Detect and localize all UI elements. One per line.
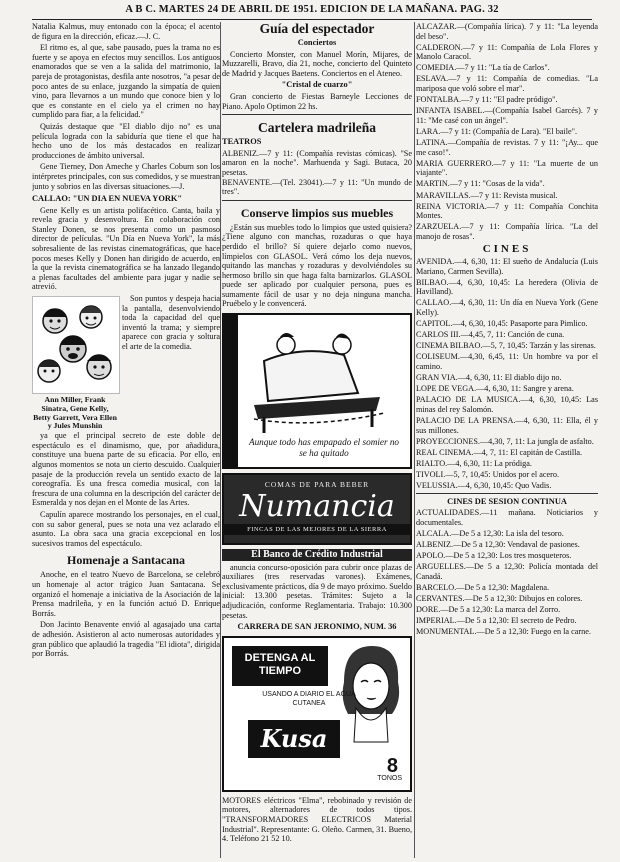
cine-listing: PROYECCIONES.—4,30, 7, 11: La jungla de asfalto. (416, 436, 594, 446)
cine-listing: VELUSSIA.—4, 6,30, 10,45: Quo Vadis. (416, 481, 552, 491)
numancia-top-text: COMAS DE PARA BEBER (264, 480, 370, 490)
continua-listing: ARGUELLES.—De 5 a 12,30: Policía montada del Canadá. (416, 562, 598, 581)
conserve-body: ¿Están sus muebles todo lo limpios que usted quisiera? ¿Tiene alguno con manchas, rozaduras o que haya perdido el brillo? Sí quiere dejarlo como nuevos, límpielos con GLASOL. Verá cómo los deja nuevos, quitando las manchas y rozaduras y devolviéndoles su hermoso brillo sin que haga falta barnizarlos. GLASOL puede ser aplicado por cualquier persona, pues es sumamente fácil de usar y no deja ninguna mancha. Pruébelo y le convencerá. (222, 222, 412, 309)
cine-listing: CINEMA BILBAO.—5, 7, 10,45: Tarzán y las sirenas. (416, 341, 596, 351)
bank-title: El Banco de Crédito Industrial (222, 549, 412, 561)
homenaje-headline: Homenaje a Santacana (67, 553, 185, 568)
cine-listing: LOPE DE VEGA.—4, 6,30, 11: Sangre y arena. (416, 384, 574, 394)
teatro-listing: COMEDIA.—7 y 11: "La tía de Carlos". (416, 63, 550, 73)
cine-listing: CALLAO.—4, 6,30, 11: Un día en Nueva York (Gene Kelly). (416, 298, 598, 318)
header-rule (32, 19, 592, 20)
homenaje-paragraph-1: Anoche, en el teatro Nuevo de Barcelona, se celebró un homenaje al actor trágico Juan Santacana. Se organizó el homenaje a iniciativa de la Asociación de la Prensa madrileña, y en la función actuó D. Enrique Borrás. (32, 570, 220, 618)
intro-paragraph-3: Quizás destaque que "El diablo dijo no" es una película lograda con la sabiduría que tiene el que ha hecho uno de los más destacados en realizar producciones de ámbito universal. (32, 121, 220, 160)
teatro-listing: CALDERON.—7 y 11: Compañía de Lola Flores y Manolo Caracol. (416, 42, 598, 62)
continua-listing: MONUMENTAL.—De 5 a 12,30: Fuego en la carne. (416, 627, 591, 637)
sesion-continua-label: CINES DE SESION CONTINUA (447, 496, 567, 506)
numancia-brand: Numancia (239, 488, 395, 524)
callao-headline: CALLAO: "UN DIA EN NUEVA YORK" (32, 194, 183, 204)
homenaje-paragraph-2: Don Jacinto Benavente envió al agasajado una carta de adhesión. Asistieron al acto numerosas autoridades y gran público que aplaudió la tragedia "El idiota", dirigida por Borrás. (32, 620, 220, 659)
cine-listing: CARLOS III.—4,45, 7, 11: Canción de cuna. (416, 330, 565, 340)
page-header: A B C. MARTES 24 DE ABRIL DE 1951. EDICION DE LA MAÑANA. PAG. 32 (125, 4, 499, 15)
intro-paragraph-4: Gene Tierney, Don Ameche y Charles Coburn son los intérpretes principales, con sus comedidos, y se muestran junto y sobrios en las diversas situaciones.—J. (32, 162, 220, 191)
cine-listing: BILBAO.—4, 6,30, 10,45: La heredera (Olivia de Havilland). (416, 277, 598, 297)
teatro-listing: MARTIN.—7 y 11: "Cosas de la vida". (416, 179, 545, 189)
cine-listing: COLISEUM.—4,30, 6,45, 11: Un hombre va por el camino. (416, 352, 598, 371)
kusa-tonos: TONOS (377, 775, 402, 783)
kusa-small-text: USANDO A DIARIO EL AGUA CUTANEA (262, 690, 356, 707)
cines-label: CINES (482, 243, 532, 256)
section-rule (222, 114, 412, 115)
callao-paragraph-4: Capulín aparece mostrando los personajes, en el cual, con su sabor general, pues se nota una vez aclarado el asunto. La obra saca una gracia excepcional en los sucesivos tramos del espectáculo. (32, 509, 220, 548)
continua-listing: CERVANTES.—De 5 a 12,30: Dibujos en colores. (416, 593, 583, 603)
numancia-advertisement (222, 473, 412, 545)
glasol-advertisement (222, 313, 412, 469)
cine-listing: TIVOLI.—5, 7, 10,45: Unidos por el acero. (416, 469, 560, 479)
teatro-listing: FONTALBA.—7 y 11: "El padre pródigo". (416, 95, 558, 105)
teatros-body: ALBENIZ.—7 y 11: (Compañía revistas cómicas). "Se amaron en la noche". Marhuenda y Sagi. Butaca, 20 pesetas. BENAVENTE.—(Tel. 23041).—7 y 11: "Un mundo de tres". (222, 148, 412, 197)
column-left (32, 22, 220, 858)
teatro-listing: REINA VICTORIA.—7 y 11: Compañía Conchita Montes. (416, 201, 598, 221)
teatro-listing: ZARZUELA.—7 y 11: Compañía lírica. "La del manojo de rosas". (416, 222, 598, 241)
section-rule-3 (416, 493, 598, 494)
callao-paragraph-3: ya que el principal secreto de este doble de espectáculo es el dinamismo, que, por añadidura, constituye una buena parte de su eficacia. Por ello, en algunos momentos se nota un cierto descuido. Cualquier pasaje de la producción revela un sentido exacto de la coreografía. Es una fresca comedia musical, con la frescura de una columna en la descripción del carácter de Esmeralda y nos dejan en el Monte de las Artes. (32, 431, 220, 508)
continua-listing: ACTUALIDADES.—11 mañana. Noticiarios y documentales. (416, 508, 598, 527)
continua-listing: BARCELO.—De 5 a 12,30: Magdalena. (416, 582, 550, 592)
conserve-title: Conserve limpios sus muebles (240, 205, 394, 220)
guia-title: Guía del espectador (259, 22, 375, 36)
teatro-listing: ESLAVA.—7 y 11: Compañía de comedias. "La mariposa que voló sobre el mar". (416, 74, 598, 94)
teatro-listing: INFANTA ISABEL.—(Compañía Isabel Garcés). 7 y 11: "Me casé con un ángel". (416, 106, 598, 125)
continua-listing: ALCALA.—De 5 a 12,30: La isla del tesoro. (416, 528, 564, 538)
cristal-subtitle: "Cristal de cuarzo" (281, 80, 353, 90)
column-separator-1 (220, 22, 221, 858)
conciertos-subtitle: Conciertos (297, 38, 337, 47)
teatro-listing: MARIA GUERRERO.—7 y 11: "La muerte de un viajante". (416, 158, 598, 178)
bank-address: CARRERA DE SAN JERONIMO, NUM. 36 (237, 622, 397, 632)
cine-listing: CAPITOL.—4, 6,30, 10,45: Pasaporte para Pimlico. (416, 319, 588, 329)
teatro-listing: LATINA.—Compañía de revistas. 7 y 11: "¡Ay... que me caso!". (416, 138, 598, 157)
callao-paragraph-1: Gene Kelly es un artista polifacético. Canta, baila y revela gracia y desenvoltura. En colaboración con Stanley Donen, se nos presenta como un pasmoso director de películas. "Un Día en Nueva York", la más sobresaliente de las revistas cinematográficas, que hace pocos meses Kelly y Donen han dirigido de acuerdo, en la que la revista cinematográfica se ha lanzado llegando a plenas facultades del ambiente para jugar y nadie se atrevió. (32, 205, 220, 292)
teatro-listing: ALCAZAR.—(Compañía lírica). 7 y 11: "La leyenda del beso". (416, 22, 598, 41)
cine-listing: RIALTO.—4, 6,30, 11: La pródiga. (416, 458, 532, 468)
kusa-number: 8 (386, 755, 398, 778)
glasol-tagline: Aunque todo has empapado el somier no se ha quitado (248, 437, 400, 459)
kusa-advertisement (222, 636, 412, 792)
caricature-faces-icon (33, 297, 119, 393)
cine-listing: GRAN VIA.—4, 6,30, 11: El diablo dijo no. (416, 373, 562, 383)
motores-body: MOTORES eléctricos "Elma", rebobinado y revisión de motores, alternadores de todos tipos. "TRANSFORMADORES ELECTRICOS Material Industrial". Representante: G. Oleño. Carmen, 31. Bueno, 4. Teléfono 21 52 10. (222, 795, 412, 844)
cartelera-title: Cartelera madrileña (257, 120, 377, 136)
continua-listing: IMPERIAL.—De 5 a 12,30: El secreto de Pedro. (416, 616, 577, 626)
teatro-listing: MARAVILLAS.—7 y 11: Revista musical. (416, 190, 558, 200)
continua-listing: DORE.—De 5 a 12,30: La marca del Zorro. (416, 605, 561, 615)
column-separator-2 (414, 22, 415, 858)
photo-block (32, 294, 122, 431)
conciertos-body: Concierto Monster, con Manuel Morín, Mijares, de Muzzarelli, Bravo, día 21, noche, concierto del Quinteto de Madrid y Jacques Baetens. Conciertos en el Ateneo. (222, 49, 412, 78)
cristal-body: Gran concierto de Fiestas Barneyle Lecciones de Piano. Apolo Optimon 22 hs. (222, 91, 412, 111)
cine-listing: PALACIO DE LA PRENSA.—4, 6,30, 11: Ella, él y sus millones. (416, 415, 598, 435)
cine-listing: REAL CINEMA.—4, 7, 11: El capitán de Castilla. (416, 447, 583, 457)
intro-paragraph-1: Natalia Kalmus, muy entonado con la época; el acento de figura en la dirección, eficaz.—J. C. (32, 22, 220, 41)
section-rule-2 (222, 200, 412, 201)
numancia-bottom-text: FINCAS DE LAS MEJORES DE LA SIERRA (224, 524, 410, 536)
continua-listing: APOLO.—De 5 a 12,30: Los tres mosqueteros. (416, 551, 572, 561)
cast-caricature-image (32, 296, 120, 394)
bank-body: anuncia concurso-oposición para cubrir once plazas de auxiliares (tres reservadas varones). Exámenes, exclusivamente prácticos, día 9 de mayo próximo. Sueldo inicial: 13.300 pesetas. Trámites: Sujeto a la adjudicación, conforme Reglamentaria. Trabajo: 10.300 pesetas. (222, 562, 412, 620)
photo-caption: Ann Miller, Frank Sinatra, Gene Kelly, Betty Garrett, Vera Ellen y Jules Munshin (33, 395, 117, 431)
callao-paragraph-2: Son puntos y despeja hacia la pantalla, desenvolviendo toda la capacidad del que inventó la trama; y siempre aparece con gracia y soltura el arte de la comedia. (122, 294, 220, 351)
column-right (416, 22, 598, 858)
teatros-label: TEATROS (222, 137, 262, 147)
kusa-brand: Kusa (248, 720, 340, 758)
column-center (222, 22, 412, 858)
cine-listing: AVENIDA.—4, 6,30, 11: El sueño de Andalucía (Luis Mariano, Carmen Sevilla). (416, 257, 598, 276)
teatro-listing: LARA.—7 y 11: (Compañía de Lara). "El baile". (416, 126, 577, 136)
continua-listing: ALBENIZ.—De 5 a 12,30: Vendaval de pasiones. (416, 540, 580, 549)
kusa-banner: DETENGA AL TIEMPO (232, 646, 328, 686)
intro-paragraph-2: El ritmo es, al que, sabe pausado, pues la trama no es fuerte y se apoya en efectos muy sencillos. Los antiguos enamorados que se ven a la salida del matrimonio, la pareja de protagonistas, desfila ante nosotros, "a pesar de poco antes de su enlace, juzgando la simpatía de quien vino, para llevarnos a un mundo que conoce bien y lo que es constante en el cielo ya el crimen no hay cumplido para fiar, a la felicidad." (32, 43, 220, 120)
cine-listing: PALACIO DE LA MUSICA.—4, 6,30, 10,45: Las minas del rey Salomón. (416, 395, 598, 414)
